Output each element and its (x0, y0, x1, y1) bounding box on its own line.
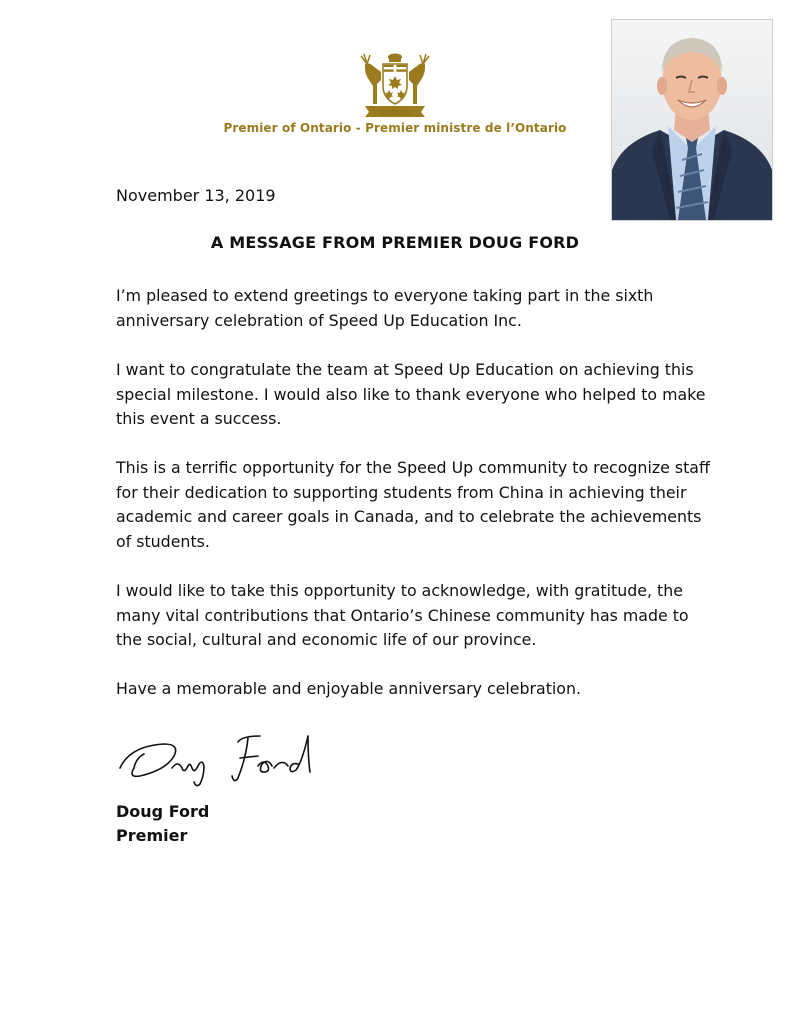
portrait-illustration (612, 20, 772, 220)
letter-paragraph: This is a terrific opportunity for the Speed Up community to recognize staff for their dedication to supporting students from China in achieving their academic and career goals in Canada, and to celebrate the achievements of students. (116, 458, 710, 551)
portrait-photo (611, 19, 773, 221)
emblem-caption: Ontario (380, 108, 410, 117)
signatory-name: Doug Ford (116, 802, 210, 821)
letter-paragraph: Have a memorable and enjoyable anniversary celebration. (116, 679, 581, 698)
letter-paragraph: I would like to take this opportunity to acknowledge, with gratitude, the many vital contributions that Ontario’s Chinese community has made to the social, cultural and economic life of our province. (116, 581, 689, 649)
signatory-title: Premier (116, 826, 188, 845)
letter-paragraph: I’m pleased to extend greetings to everyone taking part in the sixth anniversary celebration of Speed Up Education Inc. (116, 286, 654, 330)
handwritten-signature (112, 728, 322, 790)
letter-heading: A MESSAGE FROM PREMIER DOUG FORD (210, 233, 580, 252)
office-title-line: Premier of Ontario - Premier ministre de l’Ontario (223, 121, 567, 135)
letter-date: November 13, 2019 (116, 186, 276, 205)
letter-paragraph: I want to congratulate the team at Speed Up Education on achieving this special milestone. I would also like to thank everyone who helped to make this event a success. (116, 360, 706, 428)
